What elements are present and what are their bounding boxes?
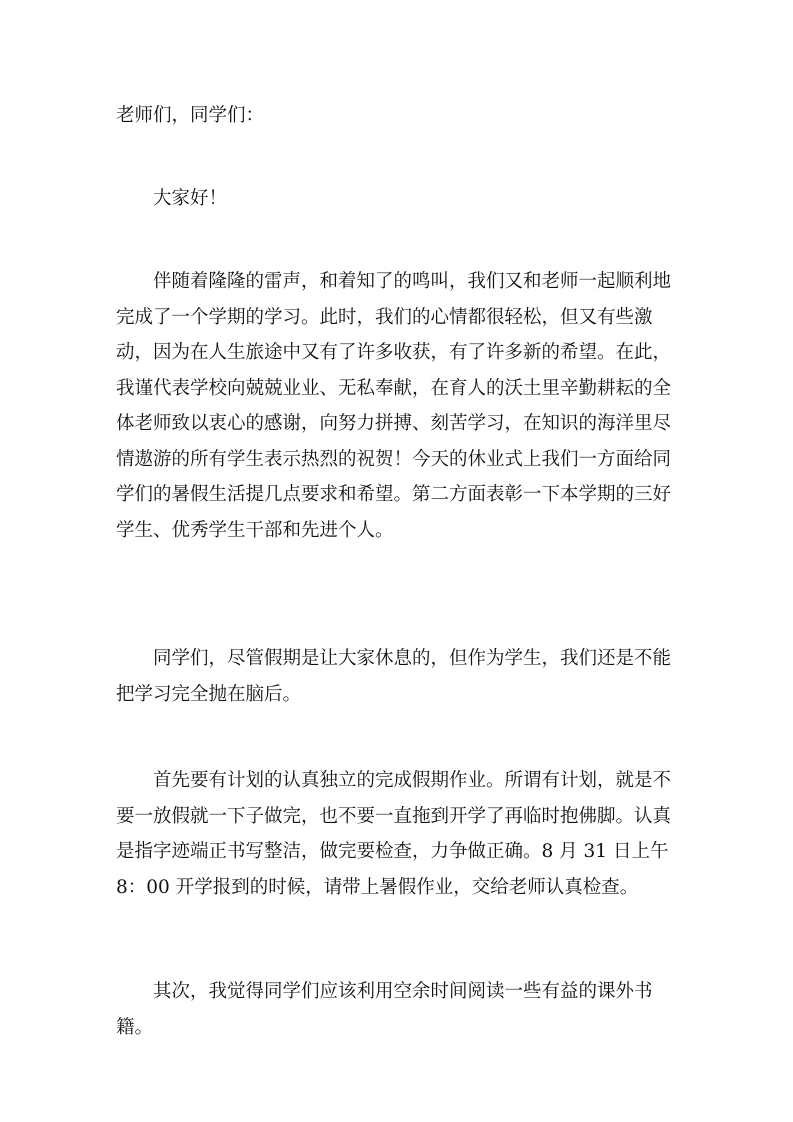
paragraph-1: 伴随着隆隆的雷声，和着知了的鸣叫，我们又和老师一起顺利地完成了一个学期的学习。此时，我们的心情都很轻松，但又有些激动，因为在人生旅途中又有了许多收获，有了许多新的希望。在此，我谨代表学校向兢兢业业、无私奉献，在育人的沃土里辛勤耕耘的全体老师致以衷心的感谢，向努力拼搏、刻苦学习，在知识的海洋里尽情遨游的所有学生表示热烈的祝贺！今天的休业式上我们一方面给同学们的暑假生活提几点要求和希望。第二方面表彰一下本学期的三好学生、优秀学生干部和先进个人。: [116, 271, 672, 541]
paragraph-4: 其次，我觉得同学们应该利用空余时间阅读一些有益的课外书籍。: [116, 981, 653, 1038]
paragraph-3: 首先要有计划的认真独立的完成假期作业。所谓有计划，就是不要一放假就一下子做完，也不要一直拖到开学了再临时抱佛脚。认真是指字迹端正书写整洁，做完要检查，力争做正确。8 月 31 日上午 8：00 开学报到的时候，请带上暑假作业，交给老师认真检查。: [116, 770, 675, 898]
greeting: 大家好！: [153, 188, 228, 209]
paragraph-2: 同学们，尽管假期是让大家休息的，但作为学生，我们还是不能把学习完全抛在脑后。: [116, 648, 672, 705]
salutation: 老师们，同学们：: [116, 105, 265, 126]
